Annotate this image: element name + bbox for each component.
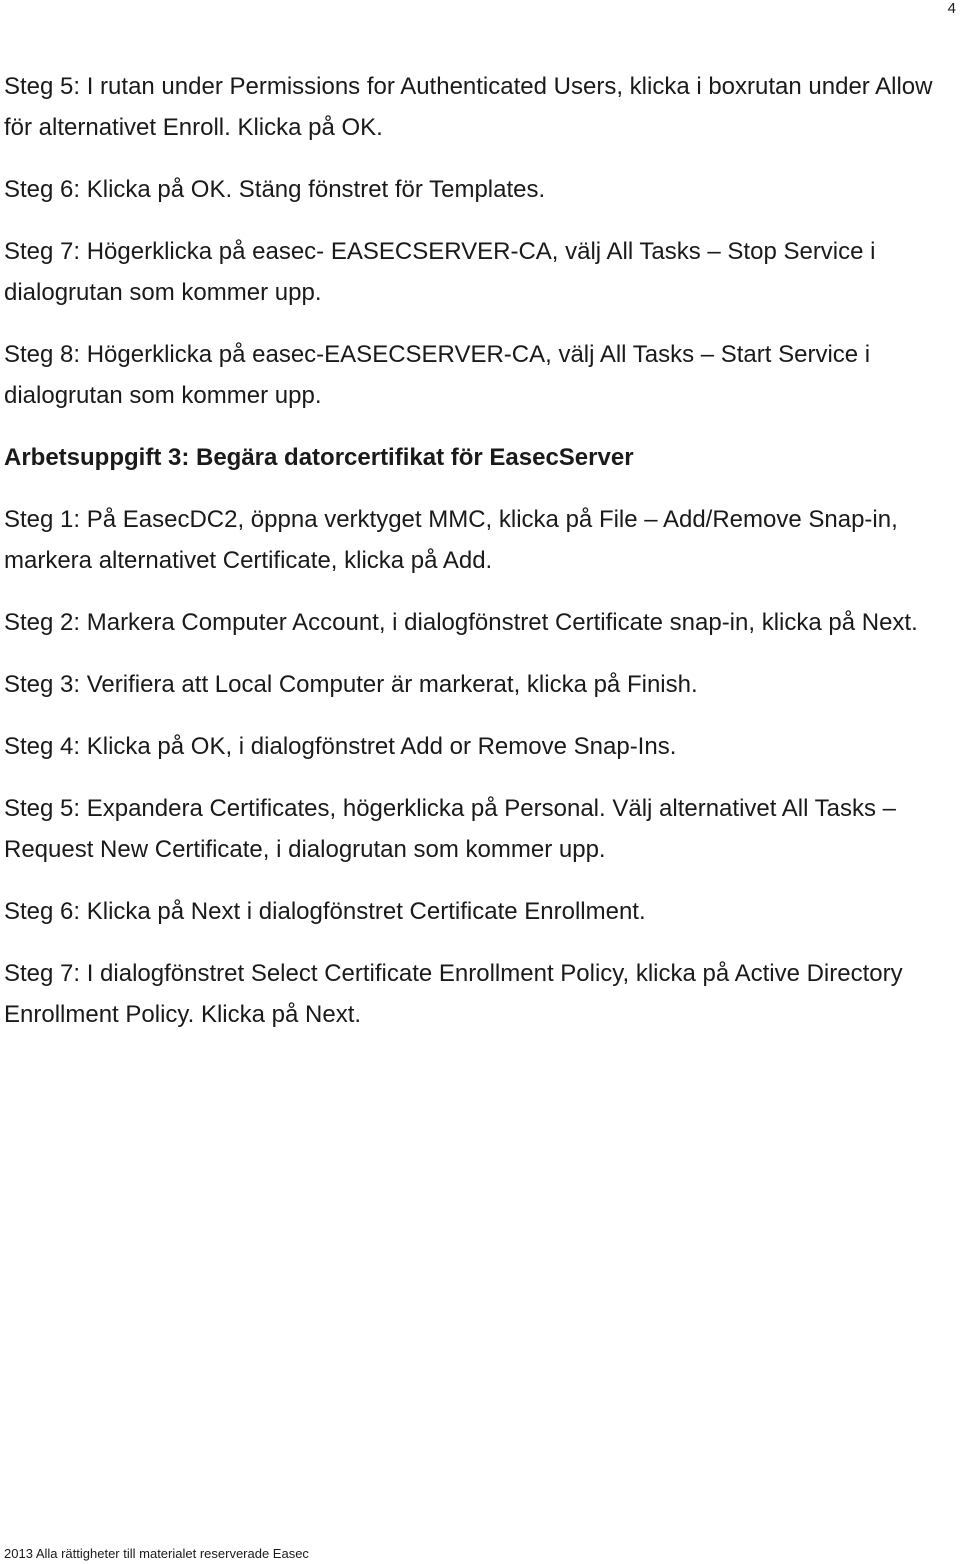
step-paragraph: Steg 1: På EasecDC2, öppna verktyget MMC, klicka på File – Add/Remove Snap-in, markera alternativet Certificate, klicka på Add. — [4, 506, 898, 574]
page-number: 4 — [947, 0, 956, 17]
step-paragraph: Steg 7: I dialogfönstret Select Certificate Enrollment Policy, klicka på Active Directory Enrollment Policy. Klicka på Next. — [4, 960, 903, 1028]
step-paragraph: Steg 8: Högerklicka på easec-EASECSERVER-CA, välj All Tasks – Start Service i dialogrutan som kommer upp. — [4, 341, 871, 409]
step-paragraph: Steg 2: Markera Computer Account, i dialogfönstret Certificate snap-in, klicka på Next. — [4, 609, 918, 636]
step-paragraph: Steg 5: Expandera Certificates, högerklicka på Personal. Välj alternativet All Tasks – Request New Certificate, i dialogrutan som kommer upp. — [4, 795, 897, 863]
step-paragraph: Steg 4: Klicka på OK, i dialogfönstret Add or Remove Snap-Ins. — [4, 733, 677, 760]
step-paragraph: Steg 3: Verifiera att Local Computer är markerat, klicka på Finish. — [4, 671, 698, 698]
footer-copyright: 2013 Alla rättigheter till materialet reserverade Easec — [4, 1546, 309, 1561]
section-heading: Arbetsuppgift 3: Begära datorcertifikat för EasecServer — [4, 444, 634, 471]
step-paragraph: Steg 6: Klicka på OK. Stäng fönstret för Templates. — [4, 176, 546, 203]
step-paragraph: Steg 7: Högerklicka på easec- EASECSERVER-CA, välj All Tasks – Stop Service i dialogrutan som kommer upp. — [4, 238, 876, 306]
step-paragraph: Steg 6: Klicka på Next i dialogfönstret Certificate Enrollment. — [4, 898, 646, 925]
step-paragraph: Steg 5: I rutan under Permissions for Authenticated Users, klicka i boxrutan under Allow för alternativet Enroll. Klicka på OK. — [4, 73, 933, 141]
document-body — [4, 66, 944, 1056]
